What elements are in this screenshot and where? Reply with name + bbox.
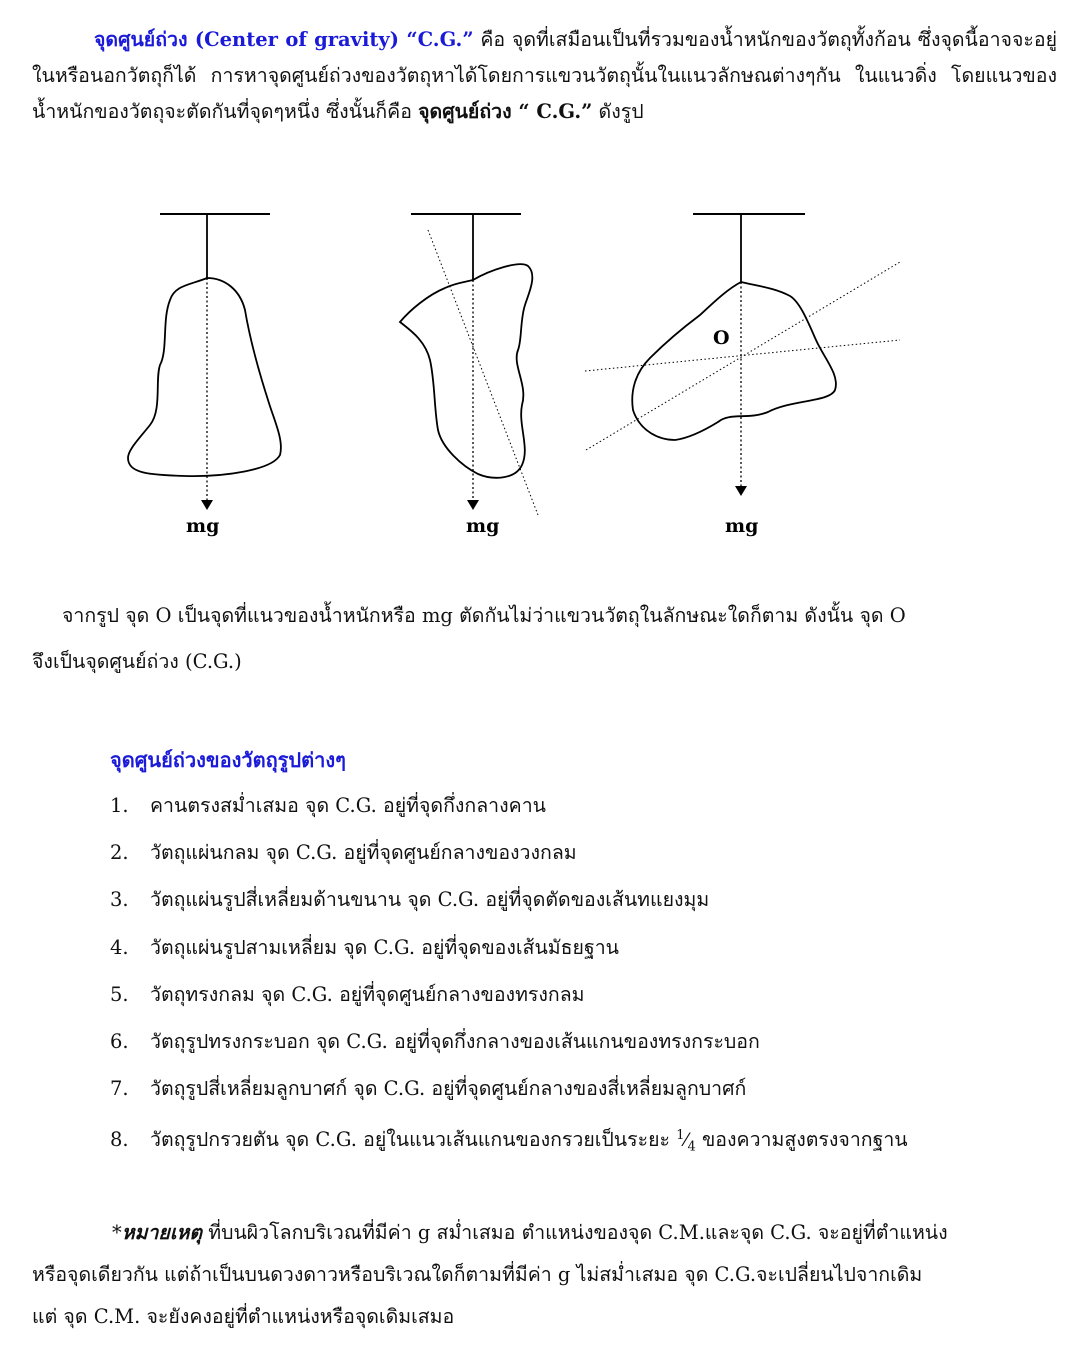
explanation-line-2: จึงเป็นจุดศูนย์ถ่วง (C.G.): [32, 650, 242, 673]
section-heading: จุดศูนย์ถ่วงของวัตถุรูปต่างๆ: [110, 748, 346, 772]
figure-3: [585, 214, 900, 537]
previous-line-3b: [585, 340, 900, 371]
cg-term-2: จุดศูนย์ถ่วง “ C.G.”: [418, 100, 593, 123]
arrow-2: [467, 500, 479, 510]
list-item: 3. วัตถุแผ่นรูปสี่เหลี่ยมด้านขนาน จุด C.G. อยู่ที่จุดตัดของเส้นทแยงมุม: [110, 888, 710, 912]
note-line-1: *หมายเหตุ ที่บนผิวโลกบริเวณที่มีค่า g สม่ำเสมอ ตำแหน่งของจุด C.M.และจุด C.G. จะอยู่ที่ตำแหน่ง: [112, 1221, 948, 1244]
fraction-quarter: $^1⁄_4$: [676, 1128, 696, 1155]
cg-term: จุดศูนย์ถ่วง (Center of gravity) “C.G.”: [94, 28, 474, 51]
previous-line-2: [428, 230, 538, 515]
explanation-paragraph: [32, 598, 1057, 680]
object-1: [128, 278, 281, 476]
list-item: 6. วัตถุรูปทรงกระบอก จุด C.G. อยู่ที่จุดกึ่งกลางของเส้นแกนของทรงกระบอก: [110, 1029, 760, 1053]
list-item: 4. วัตถุแผ่นรูปสามเหลี่ยม จุด C.G. อยู่ที่จุดของเส้นมัธยฐาน: [110, 935, 619, 959]
list-item: 5. วัตถุทรงกลม จุด C.G. อยู่ที่จุดศูนย์กลางของทรงกลม: [110, 982, 585, 1006]
list-item: 7. วัตถุรูปสี่เหลี่ยมลูกบาศก์ จุด C.G. อยู่ที่จุดศูนย์กลางของสี่เหลี่ยมลูกบาศก์: [110, 1077, 747, 1101]
mg-label-2: mg: [466, 515, 500, 537]
object-2: [400, 264, 532, 478]
list-item: 1. คานตรงสม่ำเสมอ จุด C.G. อยู่ที่จุดกึ่งกลางคาน: [110, 794, 546, 817]
mg-label-3: mg: [725, 515, 759, 537]
list-item: 2. วัตถุแผ่นกลม จุด C.G. อยู่ที่จุดศูนย์กลางของวงกลม: [110, 841, 577, 865]
note-line-2: หรือจุดเดียวกัน แต่ถ้าเป็นบนดวงดาวหรือบริเวณใดก็ตามที่มีค่า g ไม่สม่ำเสมอ จุด C.G.จะเปลี่ยนไปจากเดิม: [32, 1263, 923, 1286]
explanation-line-1: จากรูป จุด O เป็นจุดที่แนวของน้ำหนักหรือ mg ตัดกันไม่ว่าแขวนวัตถุในลักษณะใดก็ตาม ดังนั้น จุด O: [62, 604, 906, 627]
note-paragraph: [32, 1212, 1057, 1338]
figure-1: [128, 214, 281, 537]
intro-paragraph: [32, 22, 1057, 130]
intro-text-1: คือ จุดที่เสมือนเป็นที่รวมของน้ำหนักของวัตถุทั้งก้อน ซึ่งจุดนี้อาจจะอยู่ในหรือนอกวัตถุก็ได้ การหาจุดศูนย์ถ่วงของวัตถุหาได้โดยการแขวนวัตถุนั้นในแนวลักษณต่างๆกัน ในแนวดิ่ง โดยแนวของน้ำหนักของวัตถุจะตัดกันที่จุดๆหนึ่ง ซึ่งนั้นก็คือ: [32, 28, 1058, 123]
cg-shapes-list: [110, 788, 908, 1166]
note-label: หมายเหตุ: [121, 1221, 203, 1244]
arrow-1: [201, 500, 213, 510]
arrow-3: [735, 486, 747, 496]
previous-line-3a: [586, 262, 900, 450]
mg-label-1: mg: [186, 515, 220, 537]
note-line-3: แต่ จุด C.M. จะยังคงอยู่ที่ตำแหน่งหรือจุดเดิมเสมอ: [32, 1305, 455, 1328]
intro-text-2: ดังรูป: [592, 100, 644, 123]
list-item: 8. วัตถุรูปกรวยตัน จุด C.G. อยู่ในแนวเส้นแกนของกรวยเป็นระยะ $^1⁄_4$ ของความสูงตรงจากฐาน: [110, 1128, 908, 1155]
gravity-diagram: [0, 190, 1086, 550]
figure-2: [400, 214, 538, 537]
o-label: O: [713, 327, 730, 349]
